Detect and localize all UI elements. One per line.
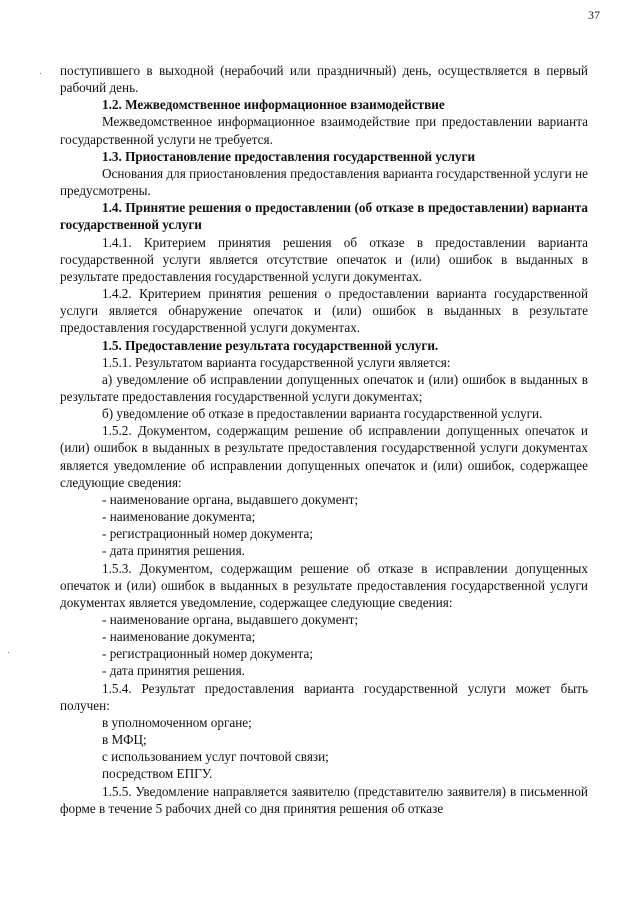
list-item: в уполномоченном органе; [102, 714, 252, 730]
list-item: с использованием услуг почтовой связи; [102, 749, 329, 765]
list-item: - регистрационный номер документа; [102, 646, 313, 662]
paragraph-1-5-1-a: а) уведомление об исправлении допущенных опечаток и (или) ошибок в выданных в результате предоставления государственной услуги документах; [60, 371, 588, 404]
paragraph-1-5-5: 1.5.5. Уведомление направляется заявителю (представителю заявителя) в письменной форме в течение 5 рабочих дней со дня принятия решения об отказе [60, 783, 588, 816]
paragraph-1-4-2: 1.4.2. Критерием принятия решения о предоставлении варианта государственной услуги является обнаружение опечаток и (или) ошибок в выданных в результате предоставления государственной услуги документах. [60, 286, 588, 336]
paragraph-1-5-2: 1.5.2. Документом, содержащим решение об исправлении допущенных опечаток и (или) ошибок в выданных в результате предоставления государственной услуги документах является уведомление об исправлении допущенных опечаток и (или) ошибок, содержащее следующие сведения: [60, 423, 588, 490]
list-item: - наименование документа; [102, 629, 256, 645]
paragraph-1-5-1: 1.5.1. Результатом варианта государственной услуги является: [102, 354, 451, 370]
paragraph-1-4-1: 1.4.1. Критерием принятия решения об отказе в предоставлении варианта государственной услуги является отсутствие опечаток и (или) ошибок в выданных в результате предоставления государственной услуги документах. [60, 234, 588, 284]
scan-mark: . [39, 66, 42, 77]
section-heading-1-2: 1.2. Межведомственное информационное взаимодействие [102, 97, 445, 113]
paragraph-1-5-4: 1.5.4. Результат предоставления варианта государственной услуги может быть получен: [60, 680, 588, 713]
list-item: - дата принятия решения. [102, 663, 245, 679]
section-heading-1-5: 1.5. Предоставление результата государственной услуги. [102, 337, 439, 353]
paragraph-1-5-3: 1.5.3. Документом, содержащим решение об отказе в исправлении допущенных опечаток и (или) ошибок в выданных в результате предоставления государственной услуги документах является уведомление, содержащее следующие сведения: [60, 560, 588, 610]
page-number: 37 [588, 8, 600, 22]
scan-mark: . [7, 645, 10, 656]
list-item: посредством ЕПГУ. [102, 766, 213, 782]
paragraph-1-3: Основания для приостановления предоставления варианта государственной услуги не предусмотрены. [60, 165, 588, 199]
list-item: - наименование документа; [102, 509, 256, 525]
section-heading-1-4: 1.4. Принятие решения о предоставлении (об отказе в предоставлении) варианта государственной услуги [60, 200, 588, 233]
document-body [60, 62, 588, 817]
paragraph-1-5-1-b: б) уведомление об отказе в предоставлении варианта государственной услуги. [102, 406, 543, 422]
continuation-paragraph: поступившего в выходной (нерабочий или праздничный) день, осуществляется в первый рабочий день. [60, 63, 588, 96]
paragraph-1-2: Межведомственное информационное взаимодействие при предоставлении варианта государственной услуги не требуется. [60, 114, 588, 147]
list-item: в МФЦ; [102, 732, 147, 748]
list-item: - дата принятия решения. [102, 543, 245, 559]
section-heading-1-3: 1.3. Приостановление предоставления государственной услуги [102, 148, 476, 164]
list-item: - наименование органа, выдавшего документ; [102, 491, 359, 507]
list-item: - регистрационный номер документа; [102, 526, 313, 542]
list-item: - наименование органа, выдавшего документ; [102, 612, 359, 627]
